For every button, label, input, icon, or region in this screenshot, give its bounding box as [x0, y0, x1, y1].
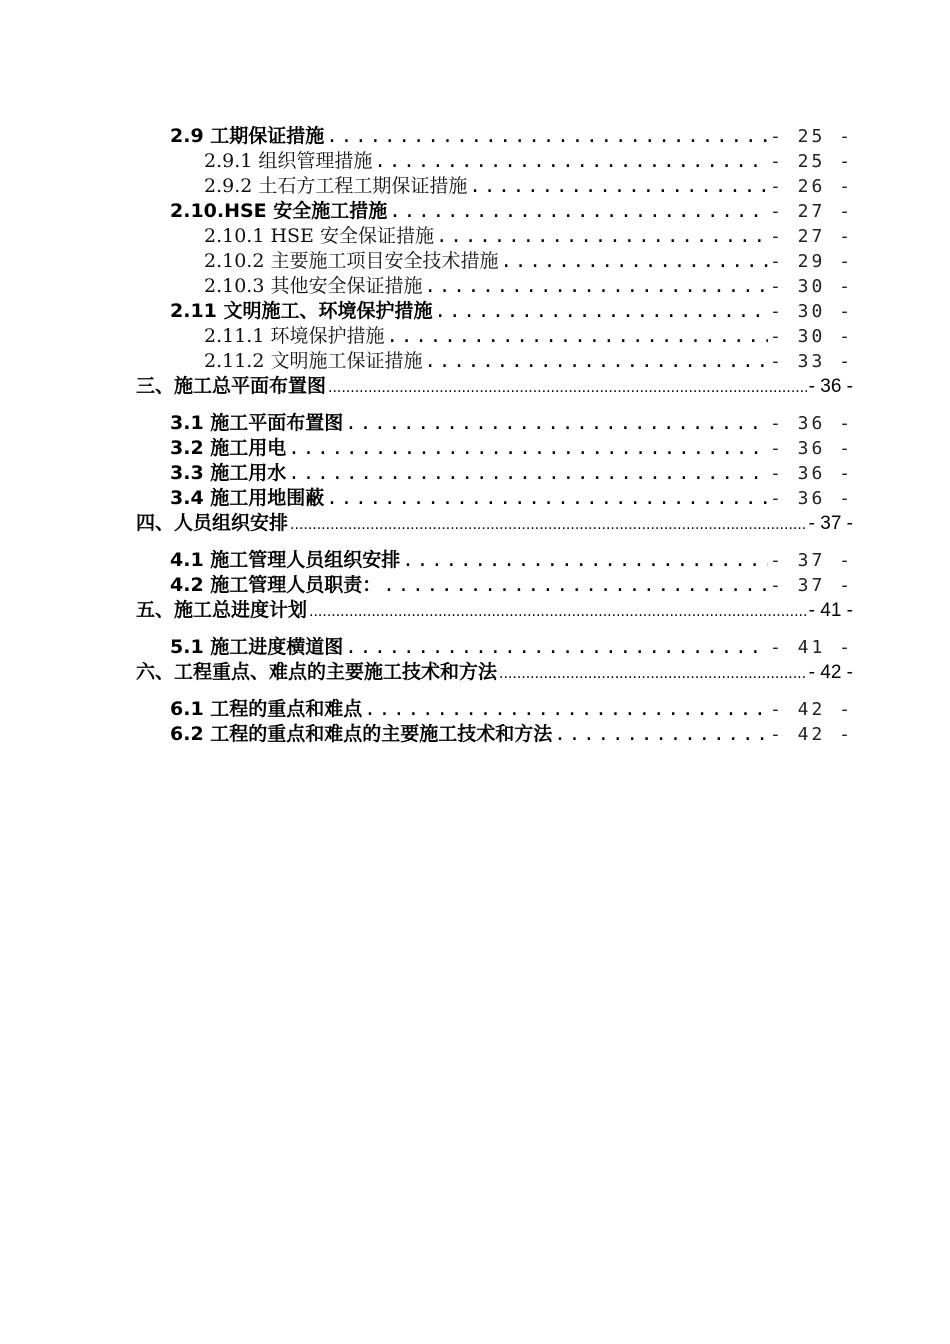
- toc-entry[interactable]: [0, 436, 950, 461]
- toc-entry-title: 2.9.2 土石方工程工期保证措施: [204, 175, 468, 197]
- toc-page-number: - 42 -: [769, 724, 853, 745]
- toc-leader-dots: [386, 324, 767, 348]
- toc-entry-title: 2.10.1 HSE 安全保证措施: [204, 225, 434, 247]
- toc-entry[interactable]: [0, 124, 950, 149]
- toc-entry-title: 2.9.1 组织管理措施: [204, 150, 373, 172]
- toc-entry-title: 2.10.HSE 安全施工措施: [170, 200, 388, 222]
- toc-chapter-entry[interactable]: [0, 511, 950, 537]
- toc-page-number: - 30 -: [769, 276, 853, 297]
- toc-page-number: - 42 -: [769, 699, 853, 720]
- toc-entry[interactable]: [0, 573, 950, 598]
- toc-entry[interactable]: [0, 697, 950, 722]
- toc-page-number: - 33 -: [769, 351, 853, 372]
- toc-entry-title: 3.2 施工用电: [170, 437, 287, 459]
- toc-leader-dots: [383, 573, 768, 597]
- toc-page-number: - 41 -: [808, 600, 853, 621]
- toc-entry[interactable]: [0, 635, 950, 660]
- toc-entry-title: 三、施工总平面布置图: [136, 375, 327, 397]
- toc-entry[interactable]: [0, 324, 950, 349]
- toc-page-number: - 30 -: [769, 326, 853, 347]
- toc-leader-dots: [309, 600, 807, 624]
- toc-page-number: - 30 -: [769, 301, 853, 322]
- toc-entry[interactable]: [0, 199, 950, 224]
- toc-page-number: - 25 -: [769, 151, 853, 172]
- toc-page-number: - 26 -: [769, 176, 853, 197]
- toc-leader-dots: [326, 486, 768, 510]
- toc-page-number: - 36 -: [769, 438, 853, 459]
- toc-entry[interactable]: [0, 224, 950, 249]
- toc-entry[interactable]: [0, 461, 950, 486]
- toc-leader-dots: [345, 635, 768, 659]
- toc-page-number: - 36 -: [808, 376, 853, 397]
- toc-page-number: - 27 -: [769, 201, 853, 222]
- toc-leader-dots: [435, 299, 768, 323]
- toc-entry[interactable]: [0, 299, 950, 324]
- toc-entry-title: 3.4 施工用地围蔽: [170, 487, 325, 509]
- toc-page-number: - 36 -: [769, 413, 853, 434]
- toc-entry-title: 4.2 施工管理人员职责：: [170, 574, 382, 596]
- toc-leader-dots: [499, 662, 807, 686]
- toc-entry[interactable]: [0, 411, 950, 436]
- toc-chapter-entry[interactable]: [0, 374, 950, 400]
- toc-entry[interactable]: [0, 174, 950, 199]
- toc-entry-title: 2.11.1 环境保护措施: [204, 325, 385, 347]
- toc-chapter-entry[interactable]: [0, 598, 950, 624]
- toc-leader-dots: [436, 224, 768, 248]
- toc-entry[interactable]: [0, 722, 950, 747]
- toc-leader-dots: [288, 461, 768, 485]
- toc-entry-title: 6.2 工程的重点和难点的主要施工技术和方法: [170, 723, 553, 745]
- toc-leader-dots: [389, 199, 768, 223]
- toc-leader-dots: [424, 274, 767, 298]
- toc-leader-dots: [328, 376, 807, 400]
- toc-page-number: - 25 -: [769, 126, 853, 147]
- toc-entry-title: 五、施工总进度计划: [136, 599, 308, 621]
- toc-chapter-entry[interactable]: [0, 660, 950, 686]
- toc-leader-dots: [469, 174, 768, 198]
- toc-entry-title: 2.11 文明施工、环境保护措施: [170, 300, 433, 322]
- toc-leader-dots: [402, 548, 768, 572]
- toc-page-number: - 42 -: [808, 662, 853, 683]
- toc-entry[interactable]: [0, 548, 950, 573]
- toc-entry[interactable]: [0, 249, 950, 274]
- toc-entry-title: 2.10.2 主要施工项目安全技术措施: [204, 250, 499, 272]
- toc-entry-title: 5.1 施工进度横道图: [170, 636, 344, 658]
- toc-entry-title: 2.10.3 其他安全保证措施: [204, 275, 423, 297]
- toc-leader-dots: [424, 349, 767, 373]
- toc-page-number: - 36 -: [769, 488, 853, 509]
- toc-entry-title: 3.1 施工平面布置图: [170, 412, 344, 434]
- toc-page-number: - 27 -: [769, 226, 853, 247]
- toc-entry-title: 6.1 工程的重点和难点: [170, 698, 363, 720]
- toc-entry-title: 4.1 施工管理人员组织安排: [170, 549, 401, 571]
- toc-entry-title: 2.11.2 文明施工保证措施: [204, 350, 423, 372]
- toc-page-number: - 37 -: [769, 550, 853, 571]
- toc-leader-dots: [364, 697, 768, 721]
- toc-entry[interactable]: [0, 149, 950, 174]
- toc-entry-title: 六、工程重点、难点的主要施工技术和方法: [136, 661, 498, 683]
- toc-page-number: - 41 -: [769, 637, 853, 658]
- toc-page-number: - 37 -: [808, 513, 853, 534]
- toc-entry[interactable]: [0, 486, 950, 511]
- toc-leader-dots: [345, 411, 768, 435]
- toc-entry[interactable]: [0, 349, 950, 374]
- toc-leader-dots: [290, 513, 807, 537]
- toc-leader-dots: [326, 124, 768, 148]
- toc-leader-dots: [374, 149, 768, 173]
- toc-page-number: - 29 -: [769, 251, 853, 272]
- toc-leader-dots: [288, 436, 768, 460]
- toc-page-number: - 36 -: [769, 463, 853, 484]
- toc-leader-dots: [554, 722, 768, 746]
- toc-leader-dots: [500, 249, 767, 273]
- toc-page-number: - 37 -: [769, 575, 853, 596]
- toc-entry[interactable]: [0, 274, 950, 299]
- toc-entry-title: 3.3 施工用水: [170, 462, 287, 484]
- toc-entry-title: 2.9 工期保证措施: [170, 125, 325, 147]
- toc-entry-title: 四、人员组织安排: [136, 512, 289, 534]
